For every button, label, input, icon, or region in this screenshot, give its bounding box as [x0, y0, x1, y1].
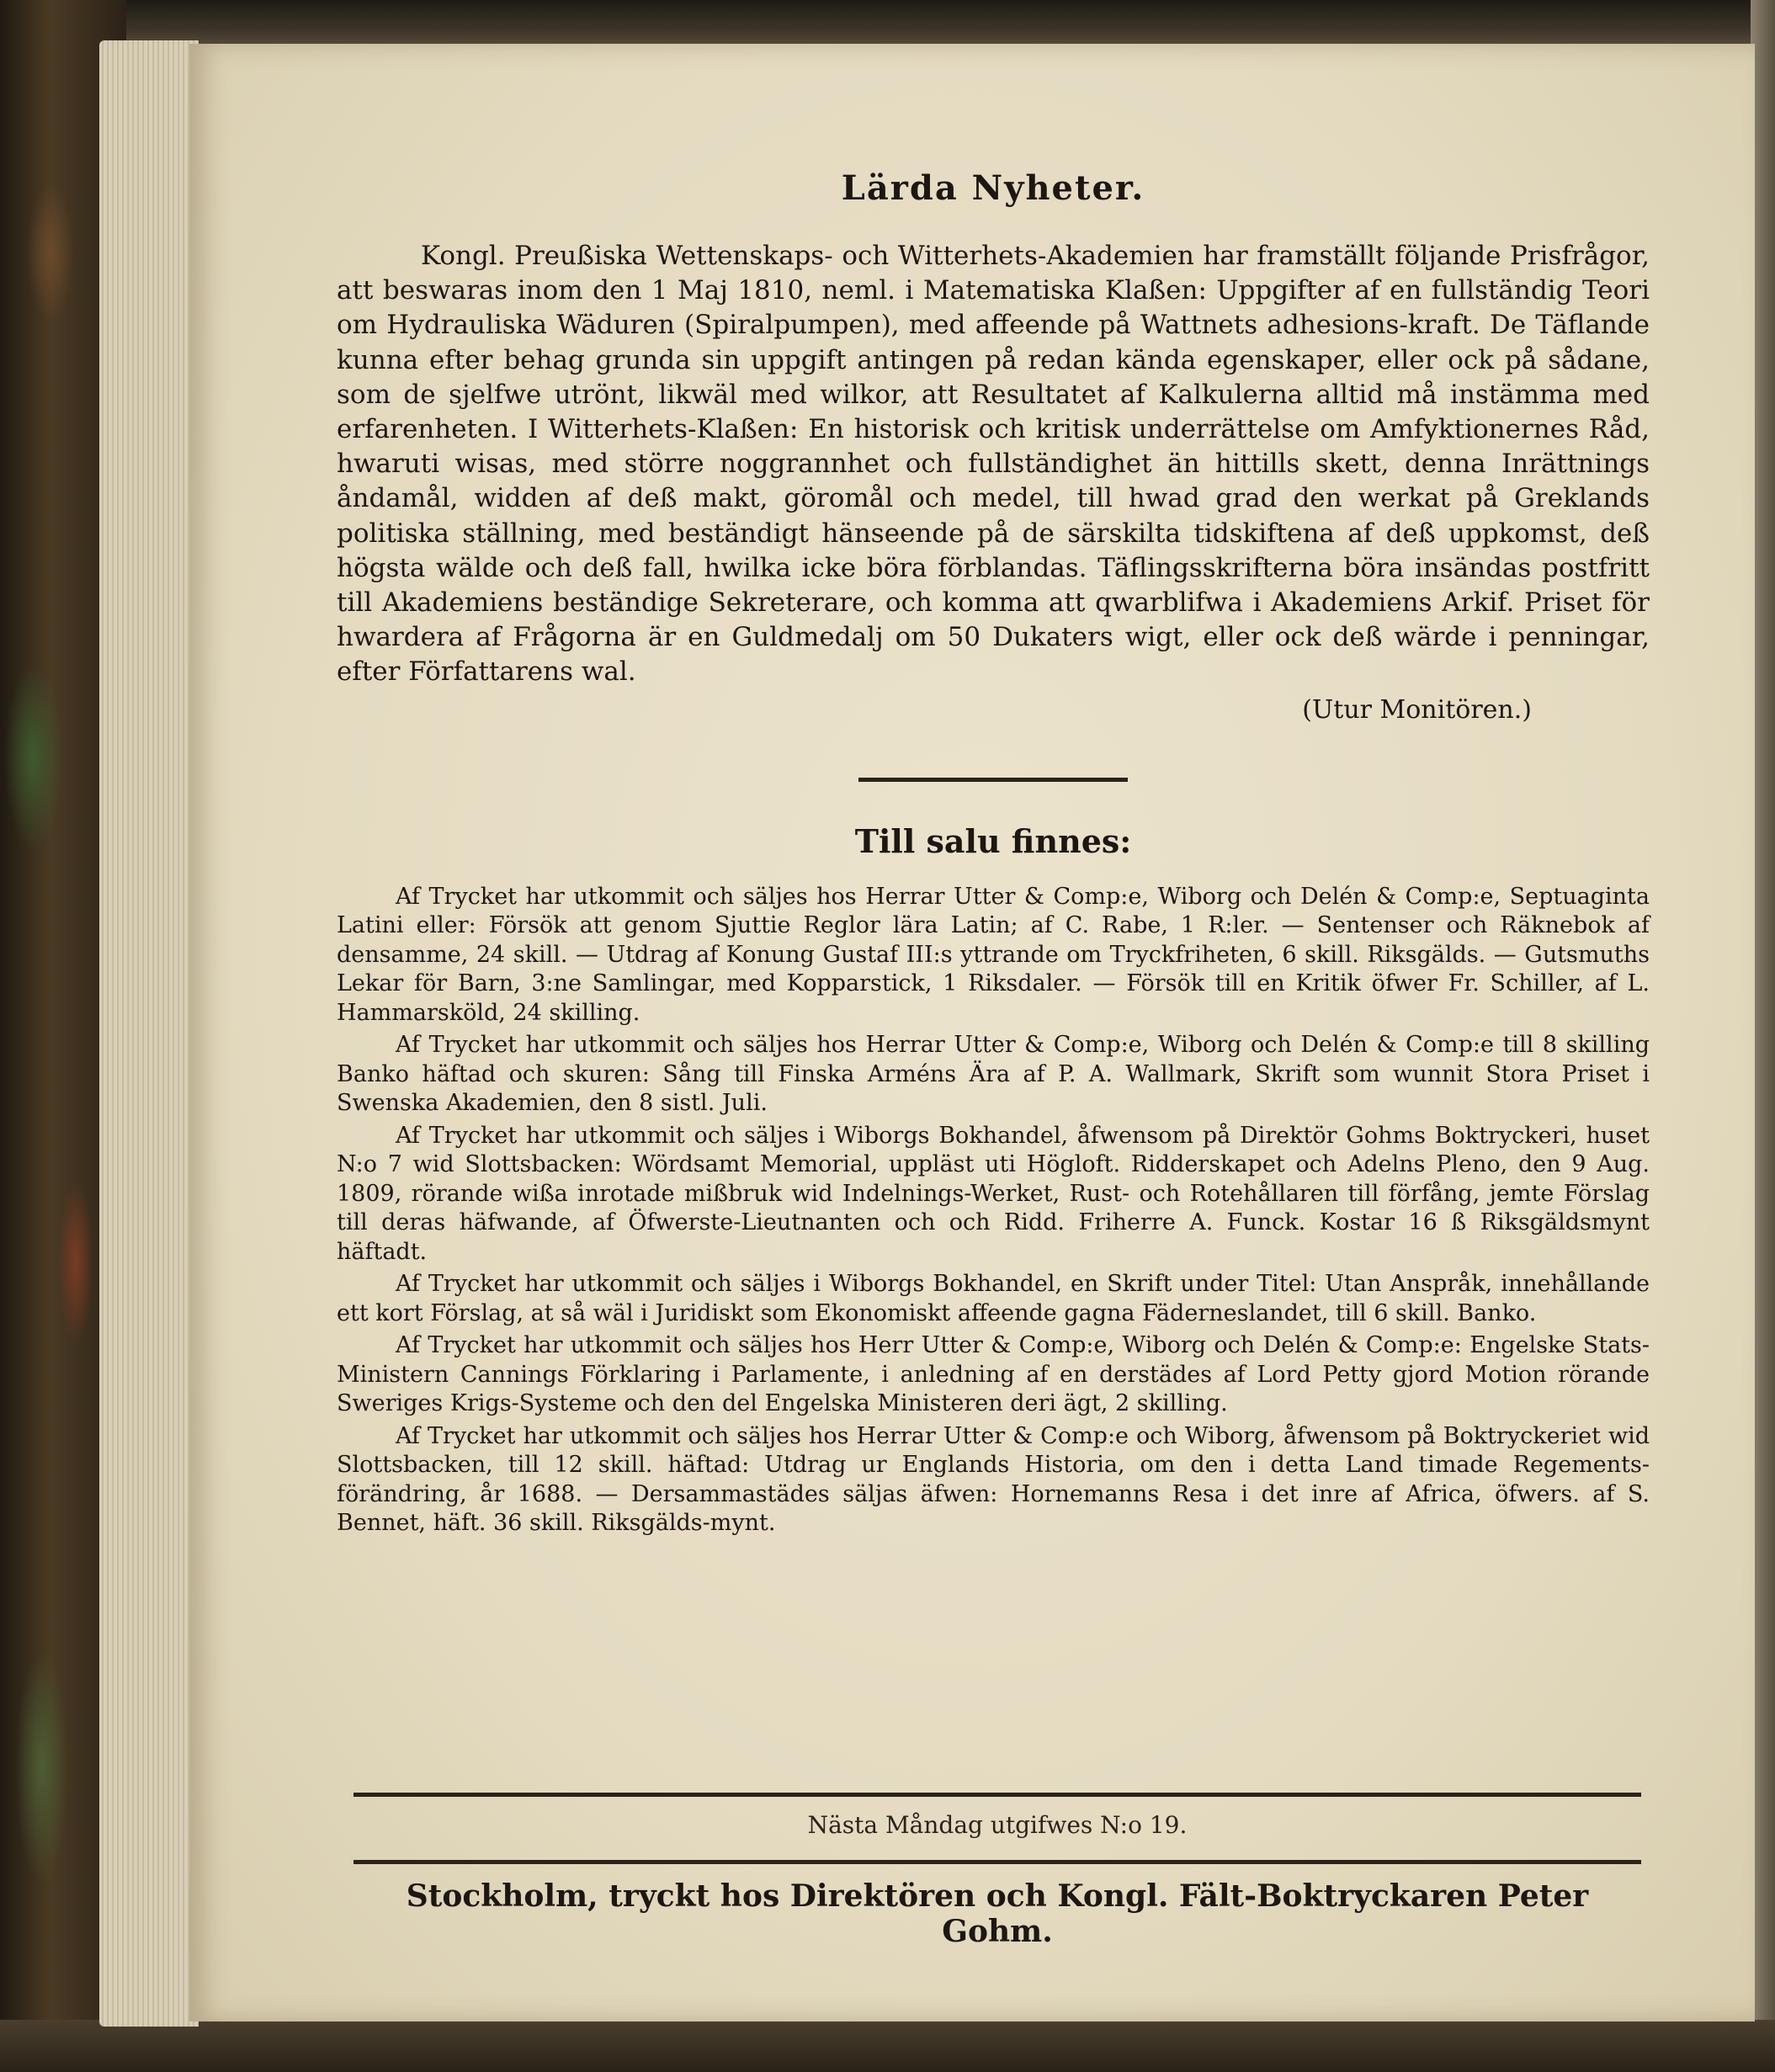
advertisement: Af Trycket har utkommit och säljes hos Herr Utter & Comp:e, Wiborg och Delén & Comp:e: Engelske Stats-Ministern Cannings Förklaring i Parlamente, i anledning af en derstädes af Lord Petty gjord Motion rörande Sweriges Krigs-Systeme och den del Engelska Ministeren deri ägt, 2 skilling. [337, 1332, 1650, 1417]
for-sale-heading: Till salu finnes: [854, 821, 1132, 860]
news-heading: Lärda Nyheter. [841, 168, 1145, 208]
academy-notice: Kongl. Preußiska Wettenskaps- och Witterhets-Akademien har framställt följande Prisfrågor, att beswaras inom den 1 Maj 1810, neml. i Matematiska Klaßen: Uppgifter af en fullständig Teori om Hydrauliska Wäduren (Spiralpumpen), med affeende på Wattnets adhesions-kraft. De Täflande kunna efter behag grunda sin uppgift antingen på redan kända egenskaper, eller ock på sådane, som de sjelfwe utrönt, likwäl med wilkor, att Resultatet af Kalkulerna alltid må instämma med erfarenheten. I Witterhets-Klaßen: En historisk och kritisk underrättelse om Amfyktionernes Råd, hwaruti wisas, med större noggrannhet och fullständighet än hittills skett, denna Inrättnings åndamål, widden af deß makt, göromål och medel, till hwad grad den werkat på Greklands politiska ställning, med beständigt hänseende på de särskilta tidskiftena af deß uppkomst, deß högsta wälde och deß fall, hwilka icke böra förblandas. Täflingsskrifterna böra insändas postfritt till Akademiens beständige Sekreterare, och komma att qwarblifwa i Akademiens Arkif. Priset för hwardera af Frågorna är en Guldmedalj om 50 Dukaters wigt, eller ock deß wärde i penningar, efter Författarens wal. [337, 241, 1650, 688]
advertisements [337, 883, 1650, 1538]
advertisement: Af Trycket har utkommit och säljes i Wiborgs Bokhandel, åfwensom på Direktör Gohms Boktryckeri, huset N:o 7 wid Slottsbacken: Wördsamt Memorial, uppläst uti Högloft. Ridderskapet och Adelns Pleno, den 9 Aug. 1809, rörande wißa inrotade mißbruk wid Indelnings-Werket, Rust- och Rotehållaren till förfång, jemte Förslag till deras häfwande, af Öfwerste-Lieutnanten och och Ridd. Friherre A. Funck. Kostar 16 ß Riksgäldsmynt häftadt. [337, 1122, 1650, 1265]
advertisement: Af Trycket har utkommit och säljes hos Herrar Utter & Comp:e, Wiborg och Delén & Comp:e till 8 skilling Banko häftad och skuren: Sång till Finska Arméns Ära af P. A. Wallmark, Skrift som wunnit Stora Priset i Swenska Akademien, den 8 sistl. Juli. [337, 1032, 1650, 1117]
next-issue-notice: Nästa Måndag utgifwes N:o 19. [807, 1811, 1188, 1839]
page-content [337, 168, 1650, 1542]
book-cover-bottom [0, 2020, 1775, 2072]
advertisement: Af Trycket har utkommit och säljes hos Herrar Utter & Comp:e, Wiborg och Delén & Comp:e, Septuaginta Latini eller: Försök att genom Sjuttie Reglor lära Latin; af C. Rabe, 1 R:ler. — Sentenser och Räknebok af densamme, 24 skill. — Utdrag af Konung Gustaf III:s yttrande om Tryckfriheten, 6 skill. Riksgälds. — Gutsmuths Lekar för Barn, 3:ne Samlingar, med Kopparstick, 1 Riksdaler. — Försök till en Kritik öfwer Fr. Schiller, af L. Hammarsköld, 24 skilling. [337, 883, 1650, 1026]
divider [858, 778, 1128, 782]
book-cover-top [0, 0, 1775, 49]
advertisement: Af Trycket har utkommit och säljes hos Herrar Utter & Comp:e och Wiborg, åfwensom på Boktryckeriet wid Slottsbacken, till 12 skill. häftad: Utdrag ur Englands Historia, om den i detta Land timade Regements-förändring, år 1688. — Dersammastädes säljas äfwen: Hornemanns Resa i det inre af Africa, öfwers. af S. Bennet, häft. 36 skill. Riksgälds-mynt. [337, 1422, 1650, 1537]
printer-imprint: Stockholm, tryckt hos Direktören och Kongl. Fält-Boktryckaren Peter Gohm. [406, 1878, 1589, 1949]
source-citation: (Utur Monitören.) [1302, 694, 1532, 725]
footer-rule-bottom [353, 1860, 1641, 1864]
page-edges [99, 40, 199, 2027]
footer-rule-top [353, 1793, 1641, 1797]
advertisement: Af Trycket har utkommit och säljes i Wiborgs Bokhandel, en Skrift under Titel: Utan Anspråk, innehållande ett kort Förslag, at så wäl i Juridiskt som Ekonomiskt affeende gagna Fäderneslandet, till 6 skill. Banko. [337, 1271, 1650, 1326]
